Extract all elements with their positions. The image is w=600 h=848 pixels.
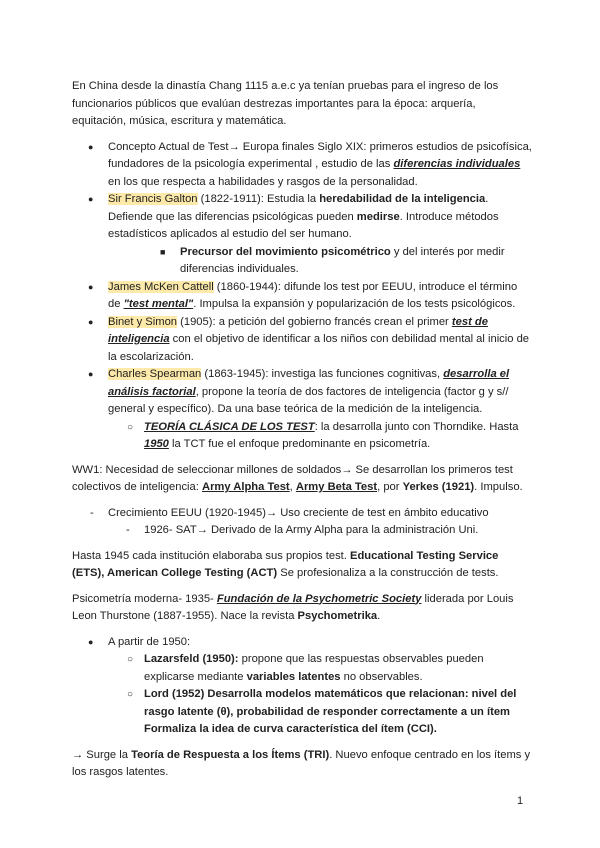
text: . Nuevo enfoque centrado en los ítems y los rasgos latentes. [72,748,531,778]
army-beta: Army Beta Test [295,481,378,493]
list-item-binet [72,314,532,367]
text: . Defiende que las diferencias psicológicas pueden [108,193,489,223]
sub-item-lazarsfeld [72,651,532,686]
list-item-cattell [72,279,532,314]
text: WW1: Necesidad de seleccionar millones de soldados→ Se desarrollan los primeros test colectivos de inteligencia: [72,463,513,493]
bold-tri: Teoría de Respuesta a los Ítems (TRI) [131,748,330,761]
army-alpha: Army Alpha Test [201,481,290,493]
bold-lazarsfeld: Lazarsfeld (1950): [144,653,239,665]
yerkes: Yerkes (1921) [402,481,475,493]
list-item-1950: ● A partir de 1950: [72,634,532,652]
highlight-galton: Sir Francis Galton [108,193,198,205]
text: , propone la teoría de dos factores de inteligencia (factor g y s// general y específico). Da una base teórica de la medición de la inteligencia. [108,385,509,415]
bold-medirse: medirse [356,210,400,223]
text: (1860-1944): difunde los test por EEUU, introduce el término de [108,280,518,310]
list-item-spearman [72,366,532,419]
page-number: 1 [517,795,524,807]
ww1-paragraph [72,462,532,497]
text: liderada por Louis Leon Thurstone (1887-1955). Nace la revista [72,592,514,622]
bold-variables-latentes: variables latentes [246,670,341,683]
text: (1905): a petición del gobierno francés crean el primer [177,315,452,328]
text: : la desarrolla junto con Thorndike. Hasta [314,420,519,433]
list-item-concept [72,139,532,192]
highlight-spearman: Charles Spearman [108,368,202,380]
text: la TCT fue el enfoque predominante en psicometría. [168,438,431,450]
list-item-galton [72,191,532,244]
text: Psicometría moderna- 1935- [72,592,217,605]
text: Concepto Actual de Test→ Europa finales Siglo XIX: primeros estudios de psicofísica, fundadores de la psicología experimental , estudio de las [108,140,532,170]
highlight-binet: Binet y Simon [108,315,178,328]
text: en los que respecta a habilidades y rasgos de la personalidad. [108,175,418,188]
highlight-cattell: James McKen Cattell [108,280,214,293]
text: (1863-1945): investiga las funciones cognitivas, [201,368,444,380]
term-test-mental: "test mental" [123,298,194,310]
bold-lord: Lord (1952) Desarrolla modelos matemáticos que relacionan: nivel del rasgo latente (θ), probabilidad de responder correctamente a un ítem Formaliza la idea de curva característica del ítem (CCI). [144,688,517,735]
tri-paragraph [72,747,532,782]
intro-paragraph: En China desde la dinastía Chang 1115 a.e.c ya tenían pruebas para el ingreso de los funcionarios públicos que evalúan destrezas importantes para la época: arquería, equitación, música, escritura y matemática. [72,80,499,127]
sub-item-precursor [72,244,532,279]
term-psychometric-society: Fundación de la Psychometric Society [216,592,422,605]
text: . Impulso. [474,481,523,493]
term-test-inteligencia: test de inteligencia [108,315,488,345]
text: . Impulsa la expansión y popularización de los tests psicológicos. [193,298,516,310]
text: propone que las respuestas observables pueden explicarse mediante [144,653,484,683]
growth-list [72,505,532,540]
bold-ets: Educational Testing Service (ETS), American College Testing (ACT) [72,549,499,579]
document-body [72,78,532,782]
text: Hasta 1945 cada institución elaboraba sus propios test. [72,549,350,562]
list-item-sat: - 1926- SAT→ Derivado de la Army Alpha para la administración Uni. [72,522,532,540]
modern-list [72,634,532,739]
text: , [289,481,296,493]
term-tct: TEORÍA CLÁSICA DE LOS TEST [144,420,315,433]
text: . [377,610,381,622]
text: . Introduce métodos estadísticos aplicados al estudio del ser humano. [108,210,499,240]
term-analisis-factorial: desarrolla el análisis factorial [108,368,510,398]
bold-psychometrika: Psychometrika [297,610,378,622]
bold-heredabilidad: heredabilidad de la inteligencia [319,193,486,205]
history-list [72,139,532,454]
sub-item-lord [72,686,532,739]
bold-precursor: Precursor del movimiento psicométrico [180,245,391,258]
text: y del interés por medir diferencias individuales. [180,245,505,275]
ets-paragraph [72,548,532,583]
term-diferencias: diferencias individuales [393,158,521,170]
sub-item-tct [72,419,532,454]
year-1950: 1950 [144,438,169,450]
text: (1822-1911): Estudia la [197,193,320,205]
text: no observables. [340,670,423,683]
text: Se profesionaliza a la construcción de tests. [277,567,499,579]
psychometric-paragraph [72,591,532,626]
list-item-eeuu: - Crecimiento EEUU (1920-1945)→ Uso creciente de test en ámbito educativo [72,505,532,523]
text: → Surge la [72,748,132,761]
text: , por [377,481,403,493]
text: con el objetivo de identificar a los niños con debilidad mental al inicio de la escolarización. [108,333,530,363]
